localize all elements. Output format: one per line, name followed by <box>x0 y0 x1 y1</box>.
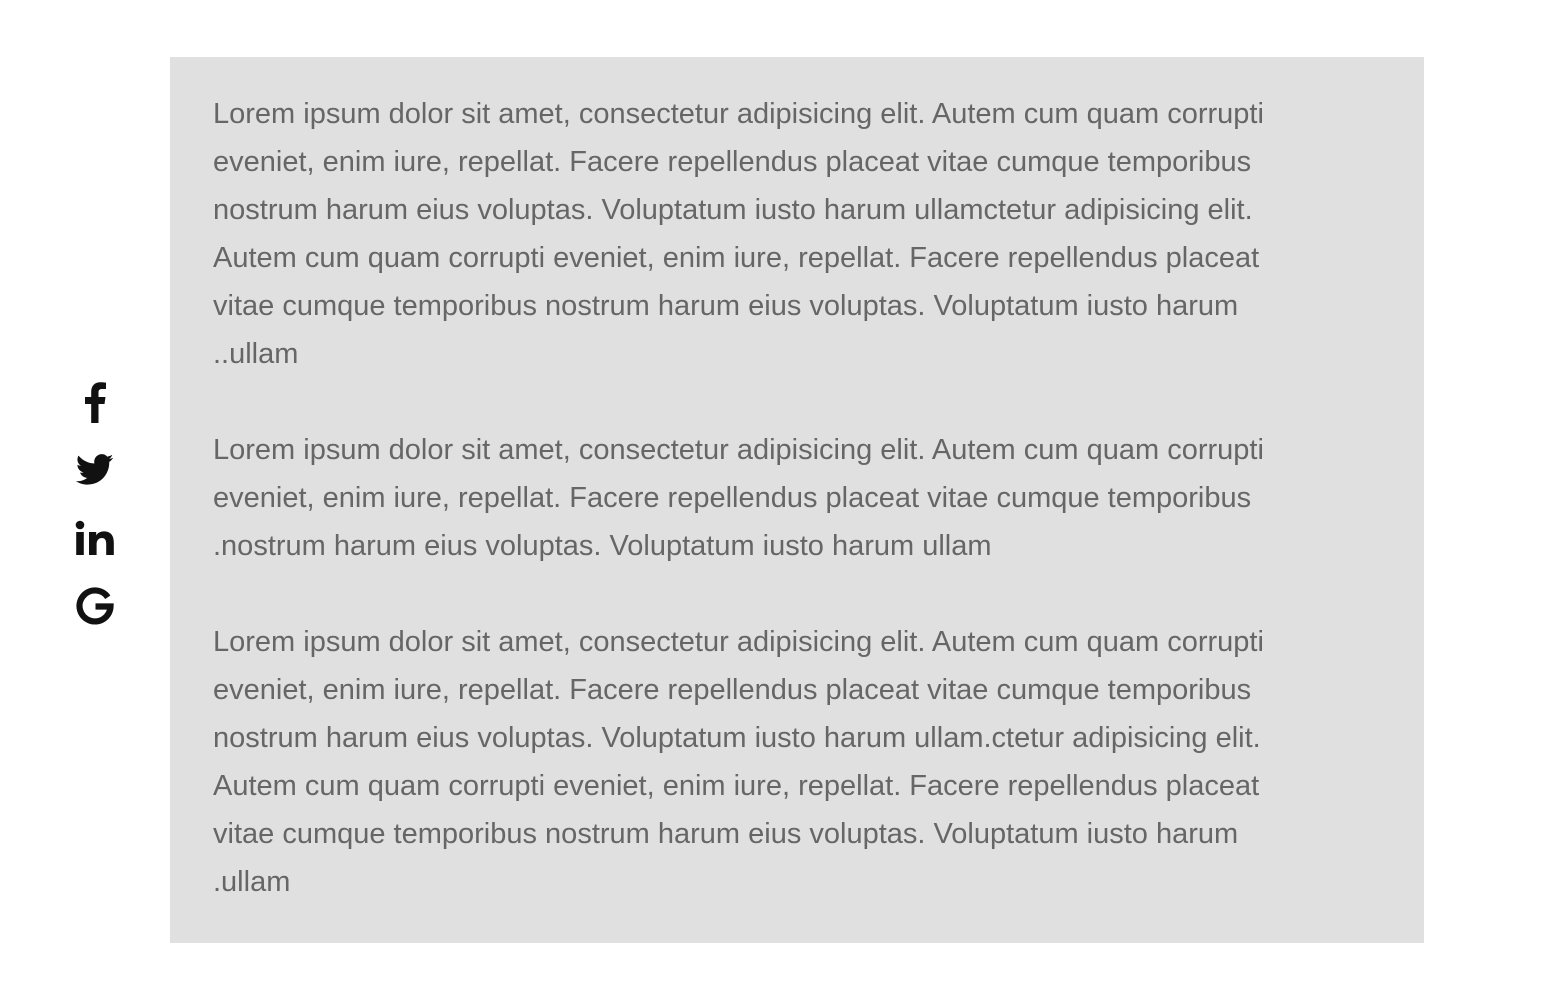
article-content <box>170 57 1424 943</box>
paragraph-3: Lorem ipsum dolor sit amet, consectetur adipisicing elit. Autem cum quam corrupti eveniet, enim iure, repellat. Facere repellendus placeat vitae cumque temporibus nostrum harum eius voluptas. Voluptatum iusto harum ullam.ctetur adipisicing elit. Autem cum quam corrupti eveniet, enim iure, repellat. Facere repellendus placeat vitae cumque temporibus nostrum harum eius voluptas. Voluptatum iusto harum .ullam <box>213 626 1264 898</box>
paragraph-2: Lorem ipsum dolor sit amet, consectetur adipisicing elit. Autem cum quam corrupti eveniet, enim iure, repellat. Facere repellendus placeat vitae cumque temporibus .nostrum harum eius voluptas. Voluptatum iusto harum ullam <box>213 434 1264 562</box>
google-icon <box>76 587 114 625</box>
facebook-link[interactable] <box>74 368 116 436</box>
social-share-bar <box>74 368 116 640</box>
twitter-link[interactable] <box>74 436 116 504</box>
linkedin-link[interactable] <box>74 504 116 572</box>
paragraph-1: Lorem ipsum dolor sit amet, consectetur adipisicing elit. Autem cum quam corrupti eveniet, enim iure, repellat. Facere repellendus placeat vitae cumque temporibus nostrum harum eius voluptas. Voluptatum iusto harum ullamctetur adipisicing elit. Autem cum quam corrupti eveniet, enim iure, repellat. Facere repellendus placeat vitae cumque temporibus nostrum harum eius voluptas. Voluptatum iusto harum ..ullam <box>213 98 1264 370</box>
linkedin-icon <box>75 520 115 556</box>
facebook-icon <box>83 381 107 423</box>
twitter-icon <box>76 454 114 486</box>
google-link[interactable] <box>74 572 116 640</box>
